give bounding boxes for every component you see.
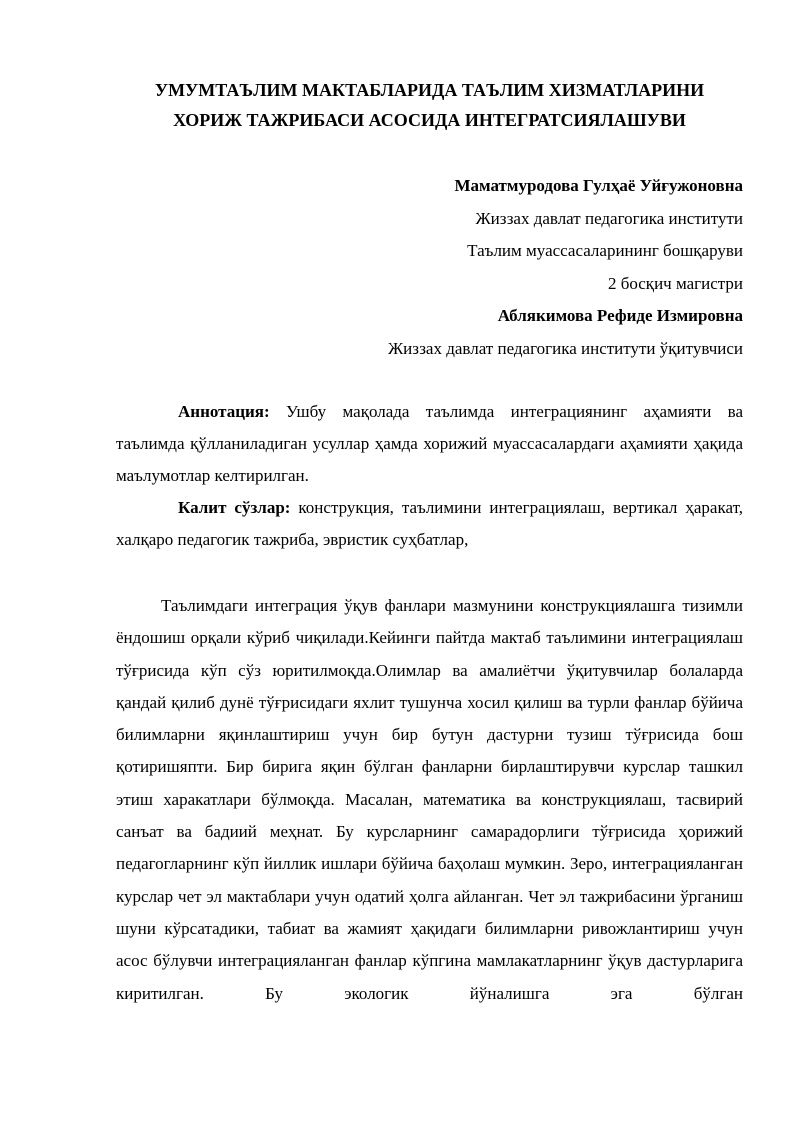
keywords-paragraph (116, 492, 743, 556)
author-1-affiliation-2: Таълим муассасаларининг бошқаруви (467, 241, 743, 260)
body-paragraph-1: Таълимдаги интеграция ўқув фанлари мазмунини конструкциялашга тизимли ёндошиш орқали кўриб чиқилади.Кейинги пайтда мактаб таълимини интеграциялаш тўғрисида кўп сўз юритилмоқда.Олимлар ва амалиётчи ўқитувчилар болаларда қандай қилиб дунё тўғрисидаги яхлит тушунча хосил қилиш ва турли фанлар бўйича билимларни яқинлаштириш учун бир бутун дастурни тузиш тўғрисида бош қотиришяпти. Бир бирига яқин бўлган фанларни бирлаштирувчи курслар ташкил этиш харакатлари бўлмоқда. Масалан, математика ва конструкциялаш, тасвирий санъат ва бадиий меҳнат. Бу курсларнинг самарадорлиги тўғрисида ҳорижий педагогларнинг кўп йиллик ишлари бўйича баҳолаш мумкин. Зеро, интеграцияланган курслар чет эл мактаблари учун одатий ҳолга айланган. Чет эл тажрибасини ўрганиш шуни кўрсатадики, табиат ва жамият ҳақидаги билимларни ривожлантириш учун асос бўлувчи интеграцияланган фанлар кўпгина мамлакатларнинг ўқув дастурларига киритилган. Бу экологик йўналишга эга бўлган (116, 596, 743, 1003)
abstract-label: Аннотация: (178, 402, 270, 421)
author-block (116, 170, 743, 365)
abstract-paragraph (116, 396, 743, 492)
keywords-label: Калит сўзлар: (178, 498, 291, 517)
author-2-affiliation-1: Жиззах давлат педагогика институти ўқитувчиси (387, 338, 743, 358)
author-1-affiliation-3: 2 босқич магистри (607, 273, 743, 293)
abstract-text: Ушбу мақолада таълимда интеграциянинг аҳамияти ва таълимда қўлланиладиган усуллар ҳамда хорижий муассасалардаги аҳамияти ҳақида маълумотлар келтирилган. (116, 402, 743, 485)
keywords-text: конструкция, таълимини интеграциялаш, вертикал ҳаракат, халқаро педагогик тажриба, эвристик суҳбатлар, (116, 498, 743, 549)
author-2-name: Аблякимова Рефиде Измировна (497, 306, 743, 325)
paper-title (116, 75, 743, 135)
author-1-name: Маматмуродова Гулҳаё Уйғужоновна (454, 176, 743, 195)
author-1-affiliation-1: Жиззах давлат педагогика институти (475, 208, 743, 228)
abstract-section (116, 396, 743, 556)
title-line-1: УМУМТАЪЛИМ МАКТАБЛАРИДА ТАЪЛИМ ХИЗМАТЛАРИНИ (154, 80, 705, 100)
body-section (116, 590, 743, 1010)
title-line-2: ХОРИЖ ТАЖРИБАСИ АСОСИДА ИНТЕГРАТСИЯЛАШУВИ (173, 110, 686, 130)
